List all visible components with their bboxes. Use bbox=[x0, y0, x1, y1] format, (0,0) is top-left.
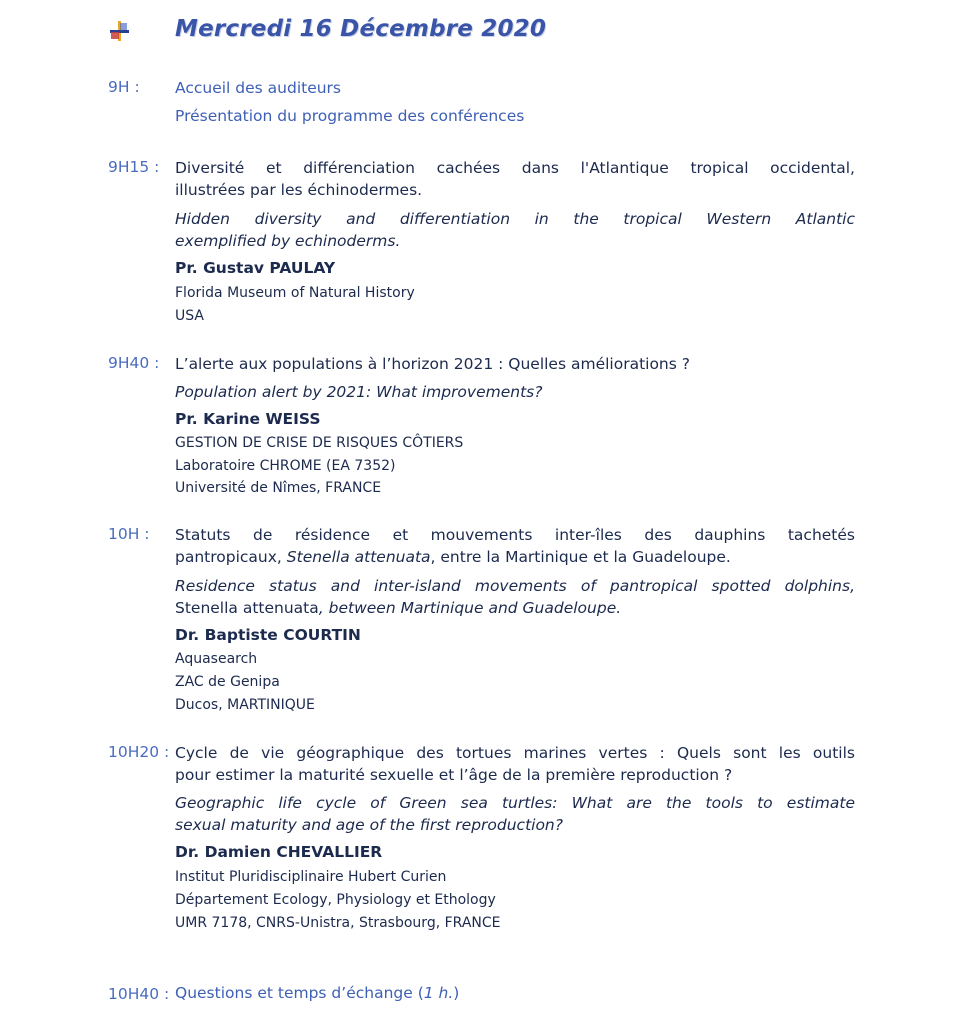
closing-session-duration: 1 h. bbox=[423, 984, 454, 1002]
affiliation: UMR 7178, CNRS-Unistra, Strasbourg, FRANCE bbox=[175, 915, 501, 931]
item-line: Présentation du programme des conférences bbox=[175, 107, 525, 125]
page-title: Mercredi 16 Décembre 2020 bbox=[175, 16, 547, 42]
talk-title-fr: illustrées par les échinodermes. bbox=[175, 181, 423, 199]
speaker-name: Pr. Karine WEISS bbox=[175, 410, 321, 428]
affiliation: Florida Museum of Natural History bbox=[175, 285, 415, 301]
speaker-name: Pr. Gustav PAULAY bbox=[175, 259, 336, 277]
closing-session-part: Questions et temps d’échange ( bbox=[175, 984, 424, 1002]
cross-bullet-icon bbox=[108, 20, 130, 42]
species-name: Stenella attenuata bbox=[175, 599, 319, 617]
time-label: 9H40 : bbox=[108, 354, 160, 372]
talk-title-fr-part: , entre la Martinique et la Guadeloupe. bbox=[430, 548, 731, 566]
talk-title-en: Population alert by 2021: What improvements? bbox=[175, 383, 543, 401]
affiliation: Institut Pluridisciplinaire Hubert Curien bbox=[175, 869, 447, 885]
time-label: 10H40 : bbox=[108, 985, 170, 1003]
talk-title-fr-part: pantropicaux, bbox=[175, 548, 287, 566]
time-label: 10H : bbox=[108, 525, 150, 543]
affiliation: USA bbox=[175, 308, 204, 324]
species-name: Stenella attenuata bbox=[286, 548, 431, 566]
affiliation: Laboratoire CHROME (EA 7352) bbox=[175, 458, 396, 474]
affiliation: GESTION DE CRISE DE RISQUES CÔTIERS bbox=[175, 435, 464, 451]
speaker-name: Dr. Baptiste COURTIN bbox=[175, 626, 361, 644]
talk-title-fr bbox=[175, 546, 855, 568]
talk-title-en: exemplified by echinoderms. bbox=[175, 232, 401, 250]
closing-session bbox=[175, 984, 459, 1002]
talk-title-fr: Diversité et différenciation cachées dans l'Atlantique tropical occidental, bbox=[175, 159, 855, 177]
talk-title-fr: Cycle de vie géographique des tortues marines vertes : Quels sont les outils bbox=[175, 744, 855, 762]
affiliation: Département Ecology, Physiology et Ethology bbox=[175, 892, 496, 908]
time-label: 9H : bbox=[108, 78, 140, 96]
talk-title-en: sexual maturity and age of the first reproduction? bbox=[175, 816, 563, 834]
talk-title-en: Hidden diversity and differentiation in the tropical Western Atlantic bbox=[175, 210, 855, 228]
time-label: 10H20 : bbox=[108, 743, 170, 761]
talk-title-en bbox=[175, 597, 855, 619]
talk-title-fr: pour estimer la maturité sexuelle et l’âge de la première reproduction ? bbox=[175, 766, 733, 784]
speaker-name: Dr. Damien CHEVALLIER bbox=[175, 843, 383, 861]
talk-title-en-part: , between Martinique and Guadeloupe. bbox=[318, 599, 622, 617]
affiliation: Ducos, MARTINIQUE bbox=[175, 697, 315, 713]
affiliation: Aquasearch bbox=[175, 651, 258, 667]
affiliation: Université de Nîmes, FRANCE bbox=[175, 480, 382, 496]
closing-session-part: ) bbox=[453, 984, 460, 1002]
talk-title-en: Geographic life cycle of Green sea turtles: What are the tools to estimate bbox=[175, 794, 855, 812]
talk-title-fr: Statuts de résidence et mouvements inter-îles des dauphins tachetés bbox=[175, 526, 855, 544]
affiliation: ZAC de Genipa bbox=[175, 674, 280, 690]
talk-title-fr: L’alerte aux populations à l’horizon 2021 : Quelles améliorations ? bbox=[175, 355, 690, 373]
item-line: Accueil des auditeurs bbox=[175, 79, 342, 97]
time-label: 9H15 : bbox=[108, 158, 160, 176]
talk-title-en: Residence status and inter-island movements of pantropical spotted dolphins, bbox=[175, 577, 855, 595]
